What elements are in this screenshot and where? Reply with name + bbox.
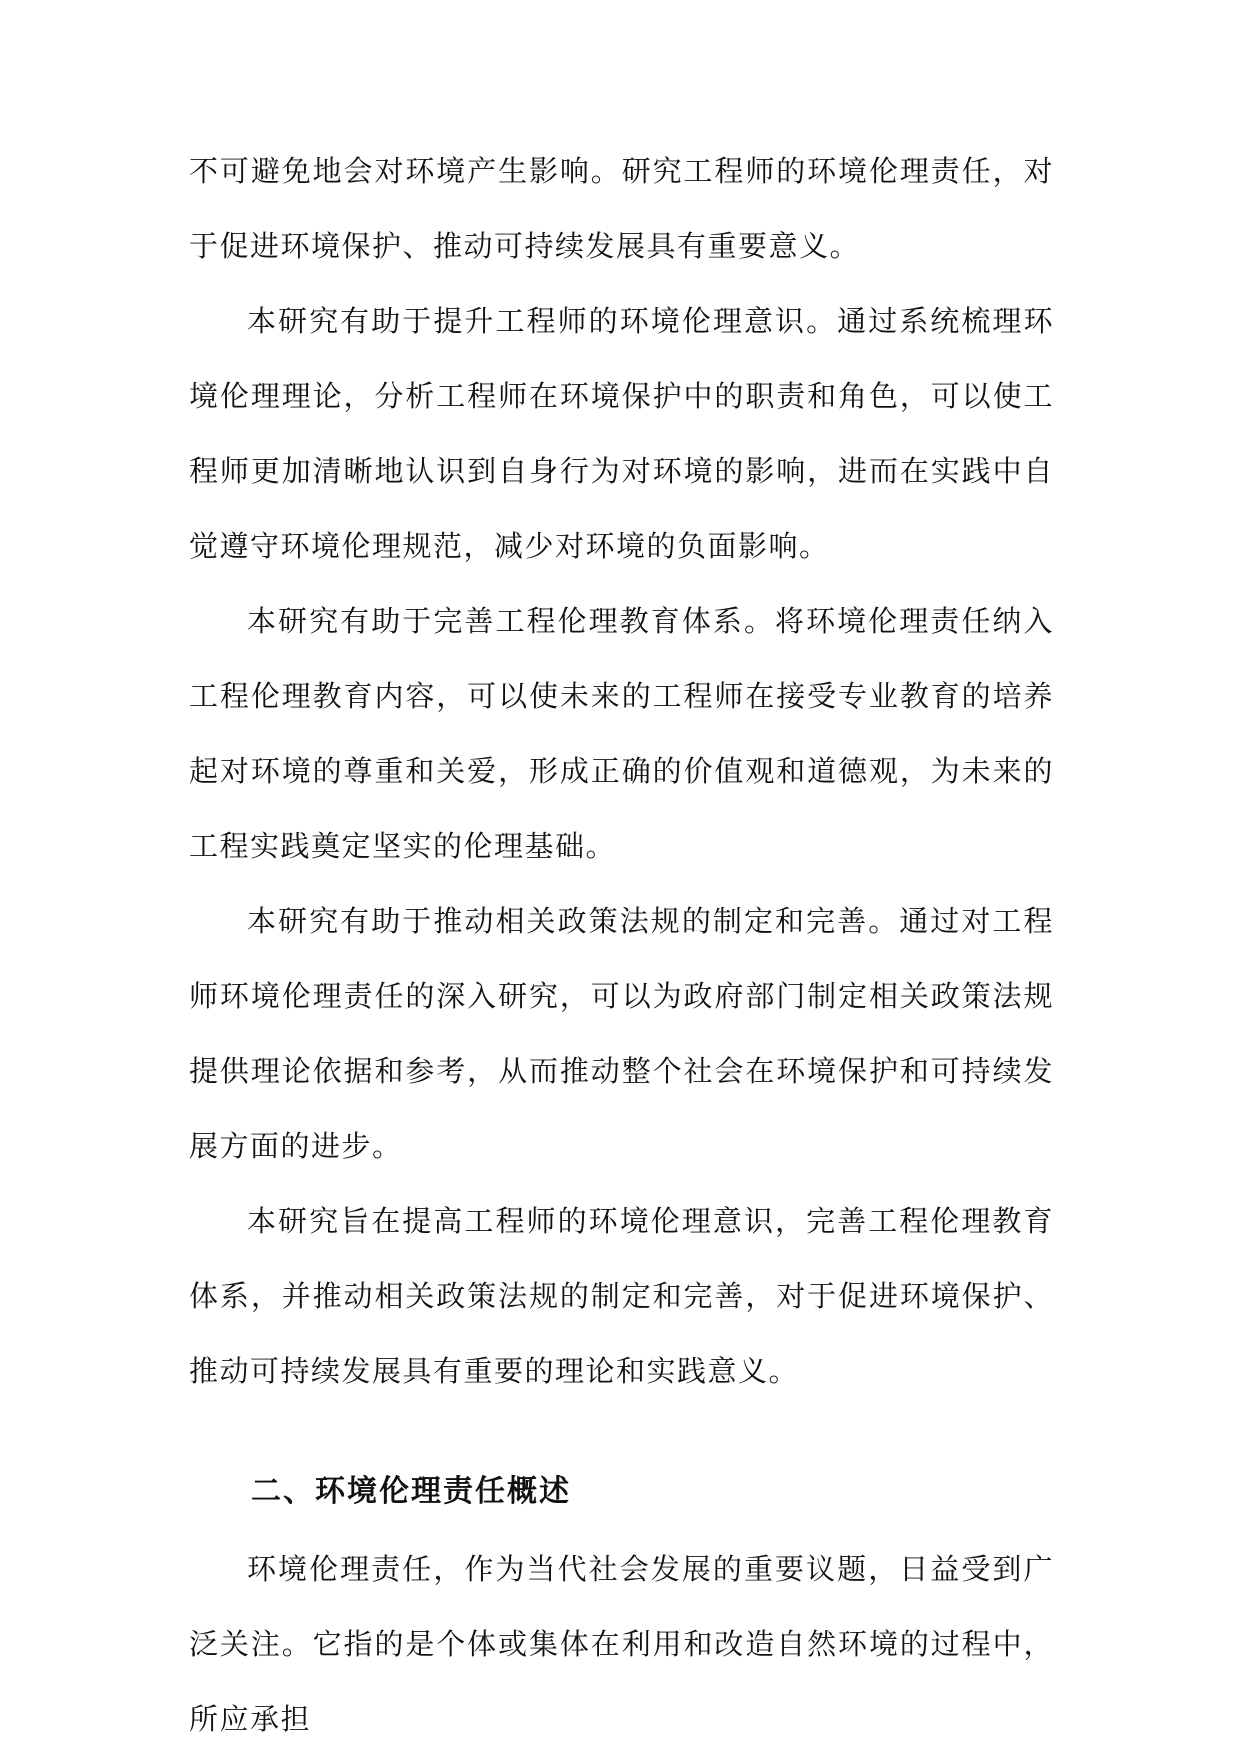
paragraph-education: 本研究有助于完善工程伦理教育体系。将环境伦理责任纳入工程伦理教育内容，可以使未来的工程师在接受专业教育的培养起对环境的尊重和关爱，形成正确的价值观和道德观，为未来的工程实践奠定坚实的伦理基础。: [189, 604, 1054, 863]
document-body: [189, 134, 1054, 1757]
paragraph-continuation: 不可避免地会对环境产生影响。研究工程师的环境伦理责任，对于促进环境保护、推动可持续发展具有重要意义。: [189, 154, 1054, 263]
paragraph-policy: 本研究有助于推动相关政策法规的制定和完善。通过对工程师环境伦理责任的深入研究，可以为政府部门制定相关政策法规提供理论依据和参考，从而推动整个社会在环境保护和可持续发展方面的进步。: [189, 904, 1054, 1163]
paragraph-awareness: 本研究有助于提升工程师的环境伦理意识。通过系统梳理环境伦理理论，分析工程师在环境保护中的职责和角色，可以使工程师更加清晰地认识到自身行为对环境的影响，进而在实践中自觉遵守环境伦理规范，减少对环境的负面影响。: [189, 304, 1054, 563]
section-heading: 二、环境伦理责任概述: [251, 1474, 571, 1509]
paragraph-overview: 环境伦理责任，作为当代社会发展的重要议题，日益受到广泛关注。它指的是个体或集体在利用和改造自然环境的过程中，所应承担: [189, 1552, 1054, 1736]
paragraph-summary: 本研究旨在提高工程师的环境伦理意识，完善工程伦理教育体系，并推动相关政策法规的制定和完善，对于促进环境保护、推动可持续发展具有重要的理论和实践意义。: [189, 1204, 1054, 1388]
